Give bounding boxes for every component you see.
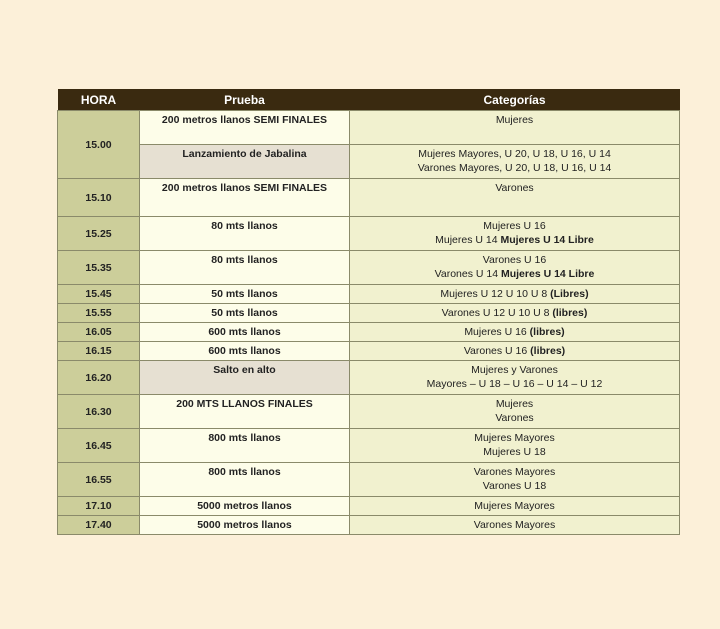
categoria-cell xyxy=(350,251,680,285)
hora-cell: 16.05 xyxy=(58,323,140,342)
categoria-bold: (libres) xyxy=(530,345,566,357)
hora-cell: 17.10 xyxy=(58,497,140,516)
header-prueba: Prueba xyxy=(140,89,350,111)
prueba-cell: 80 mts llanos xyxy=(140,251,350,285)
header-hora: HORA xyxy=(58,89,140,111)
prueba-cell: 800 mts llanos xyxy=(140,463,350,497)
categoria-cell xyxy=(350,463,680,497)
hora-cell: 15.10 xyxy=(58,179,140,217)
categoria-cell xyxy=(350,217,680,251)
categoria-bold: Mujeres U 14 Libre xyxy=(500,268,595,280)
categoria-line: Varones Mayores xyxy=(473,466,556,478)
hora-cell: 15.25 xyxy=(58,217,140,251)
categoria-line: Varones Mayores xyxy=(473,519,556,531)
table-row xyxy=(58,145,680,179)
prueba-cell: 50 mts llanos xyxy=(140,304,350,323)
table-row xyxy=(58,361,680,395)
prueba-cell: 50 mts llanos xyxy=(140,285,350,304)
categoria-plain: Mujeres U 12 U 10 U 8 xyxy=(440,288,551,300)
table-row xyxy=(58,217,680,251)
categoria-cell xyxy=(350,429,680,463)
table-row xyxy=(58,516,680,535)
categoria-plain: Mujeres U 16 xyxy=(464,326,530,338)
prueba-cell: 800 mts llanos xyxy=(140,429,350,463)
categoria-line: Mujeres Mayores, U 20, U 18, U 16, U 14 xyxy=(418,148,611,160)
categoria-cell xyxy=(350,395,680,429)
table-row xyxy=(58,179,680,217)
table-row xyxy=(58,395,680,429)
categoria-line: Varones xyxy=(495,182,534,194)
categoria-line: Mujeres Mayores xyxy=(474,432,555,444)
table-row xyxy=(58,111,680,145)
schedule-table xyxy=(57,89,680,535)
categoria-cell xyxy=(350,342,680,361)
hora-cell: 16.30 xyxy=(58,395,140,429)
hora-cell: 15.45 xyxy=(58,285,140,304)
table-row xyxy=(58,429,680,463)
categoria-line: Mayores – U 18 – U 16 – U 14 – U 12 xyxy=(426,378,603,390)
prueba-cell: 200 metros llanos SEMI FINALES xyxy=(140,179,350,217)
categoria-line xyxy=(354,233,675,247)
categoria-line: Varones U 16 xyxy=(482,254,547,266)
categoria-line: Varones Mayores, U 20, U 18, U 16, U 14 xyxy=(417,162,612,174)
categoria-plain: Mujeres U 14 xyxy=(435,234,501,246)
categoria-line: Mujeres xyxy=(495,114,534,126)
categoria-cell xyxy=(350,145,680,179)
table-row xyxy=(58,342,680,361)
hora-cell: 17.40 xyxy=(58,516,140,535)
categoria-bold: (libres) xyxy=(552,307,588,319)
categoria-line: Mujeres U 18 xyxy=(483,446,546,458)
hora-cell: 16.20 xyxy=(58,361,140,395)
categoria-cell xyxy=(350,516,680,535)
hora-cell: 15.00 xyxy=(58,111,140,179)
categoria-cell xyxy=(350,323,680,342)
categoria-bold: Mujeres U 14 Libre xyxy=(500,234,594,246)
hora-cell: 16.45 xyxy=(58,429,140,463)
categoria-line: Mujeres y Varones xyxy=(471,364,558,376)
prueba-cell: 200 MTS LLANOS FINALES xyxy=(140,395,350,429)
categoria-bold: (libres) xyxy=(529,326,565,338)
prueba-cell: Salto en alto xyxy=(140,361,350,395)
header-categorias: Categorías xyxy=(350,89,680,111)
prueba-cell: 200 metros llanos SEMI FINALES xyxy=(140,111,350,145)
prueba-cell: 80 mts llanos xyxy=(140,217,350,251)
categoria-plain: Varones U 12 U 10 U 8 xyxy=(441,307,553,319)
prueba-cell: Lanzamiento de Jabalina xyxy=(140,145,350,179)
hora-cell: 16.15 xyxy=(58,342,140,361)
table-row xyxy=(58,463,680,497)
table-row xyxy=(58,304,680,323)
table-row xyxy=(58,497,680,516)
categoria-cell xyxy=(350,111,680,145)
categoria-bold: (Libres) xyxy=(550,288,589,300)
hora-cell: 15.35 xyxy=(58,251,140,285)
categoria-cell xyxy=(350,361,680,395)
hora-cell: 16.55 xyxy=(58,463,140,497)
categoria-line: Varones U 18 xyxy=(482,480,547,492)
categoria-cell xyxy=(350,179,680,217)
categoria-plain: Varones U 14 xyxy=(434,268,501,280)
categoria-cell xyxy=(350,285,680,304)
categoria-plain: Varones U 16 xyxy=(463,345,531,357)
categoria-line xyxy=(354,267,675,281)
categoria-line: Mujeres xyxy=(495,398,534,410)
hora-cell: 15.55 xyxy=(58,304,140,323)
table-row xyxy=(58,323,680,342)
header-row xyxy=(58,89,680,111)
categoria-cell xyxy=(350,497,680,516)
categoria-line: Mujeres Mayores xyxy=(474,500,555,512)
categoria-line: Mujeres U 16 xyxy=(483,220,546,232)
prueba-cell: 5000 metros llanos xyxy=(140,497,350,516)
prueba-cell: 600 mts llanos xyxy=(140,323,350,342)
categoria-line: Varones xyxy=(495,412,534,424)
prueba-cell: 5000 metros llanos xyxy=(140,516,350,535)
categoria-cell xyxy=(350,304,680,323)
table-row xyxy=(58,251,680,285)
prueba-cell: 600 mts llanos xyxy=(140,342,350,361)
table-row xyxy=(58,285,680,304)
